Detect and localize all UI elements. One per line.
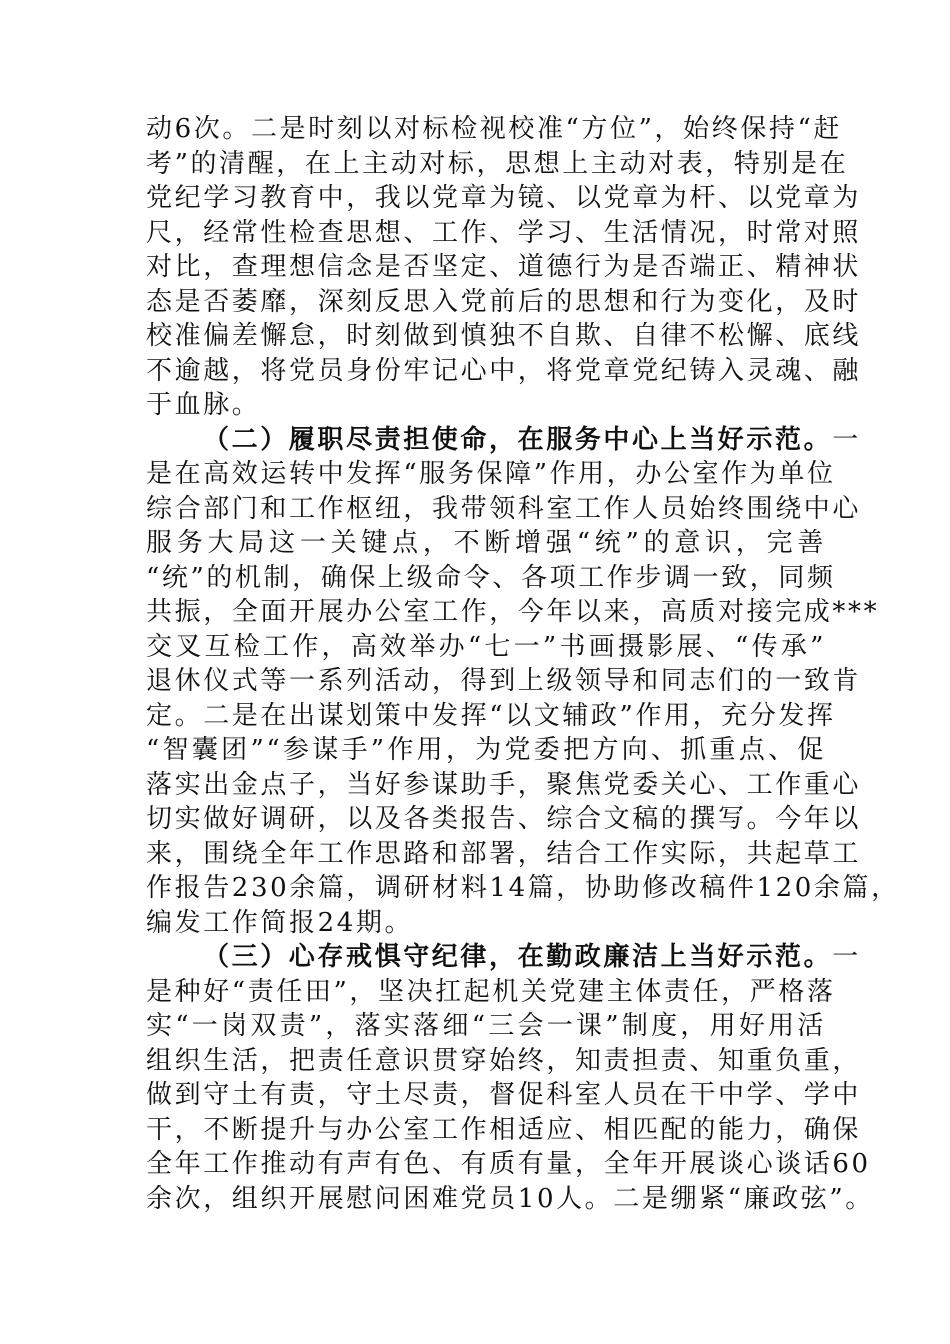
paragraph-2 xyxy=(146,423,900,941)
text-line: “统”的机制，确保上级命令、各项工作步调一致，同频 xyxy=(146,562,836,593)
paragraph-heading: （二）履职尽责担使命，在服务中心上当好示范。 xyxy=(203,424,833,455)
text-line: 于血脉。 xyxy=(146,390,261,420)
text-line: 全年工作推动有声有色、有质有量，全年开展谈心谈话60 xyxy=(146,1149,871,1179)
text-line: 综合部门和工作枢纽，我带领科室工作人员始终围绕中心 xyxy=(146,493,862,524)
text-line: 干，不断提升与办公室工作相适应、相匹配的能力，确保 xyxy=(146,1114,862,1145)
text-line: 落实出金点子，当好参谋助手，聚焦党委关心、工作重心 xyxy=(146,769,862,800)
text-line: 不逾越，将党员身份牢记心中，将党章党纪铸入灵魂、融 xyxy=(146,355,862,386)
text-line: 余次，组织开展慰问困难党员10人。二是绷紧“廉政弦”。 xyxy=(146,1183,874,1214)
text-line: 党纪学习教育中，我以党章为镜、以党章为杆、以党章为 xyxy=(146,183,862,213)
text-line: “智囊团”“参谋手”作用，为党委把方向、抓重点、促 xyxy=(146,735,826,765)
heading-line-rest: 一 xyxy=(832,424,861,455)
paragraph-heading-line xyxy=(146,423,861,458)
text-line: 定。二是在出谋划策中发挥“以文辅政”作用，充分发挥 xyxy=(146,700,836,731)
text-line: 切实做好调研，以及各类报告、综合文稿的撰写。今年以 xyxy=(146,804,862,834)
paragraph-1 xyxy=(146,112,862,423)
text-line: 来，围绕全年工作思路和部署，结合工作实际，共起草工 xyxy=(146,838,862,869)
text-line: 组织生活，把责任意识贯穿始终，知责担责、知重负重， xyxy=(146,1045,862,1076)
text-line: 作报告230余篇，调研材料14篇，协助修改稿件120余篇， xyxy=(146,873,900,903)
text-line: 尺，经常性检查思想、工作、学习、生活情况，时常对照 xyxy=(146,217,862,248)
text-line: 做到守土有责，守土尽责，督促科室人员在干中学、学中 xyxy=(146,1080,862,1110)
text-line: 实“一岗双责”，落实落细“三会一课”制度，用好用活 xyxy=(146,1011,826,1041)
text-line: 服务大局这一关键点，不断增强“统”的意识，完善 xyxy=(146,528,826,558)
text-line: 编发工作简报24期。 xyxy=(146,907,414,938)
text-line: 退休仪式等一系列活动，得到上级领导和同志们的一致肯 xyxy=(146,666,862,696)
text-line: 交叉互检工作，高效举办“七一”书画摄影展、“传承” xyxy=(146,631,826,662)
heading-line-rest: 一 xyxy=(832,942,861,972)
document-body xyxy=(146,112,900,1216)
paragraph-3 xyxy=(146,940,874,1216)
text-line: 校准偏差懈怠，时刻做到慎独不自欺、自律不松懈、底线 xyxy=(146,321,862,351)
text-line: 对比，查理想信念是否坚定、道德行为是否端正、精神状 xyxy=(146,252,862,282)
paragraph-heading: （三）心存戒惧守纪律，在勤政廉洁上当好示范。 xyxy=(203,942,833,972)
text-line: 是在高效运转中发挥“服务保障”作用，办公室作为单位 xyxy=(146,459,836,489)
text-line: 考”的清醒，在上主动对标，思想上主动对表，特别是在 xyxy=(146,148,849,179)
text-line: 态是否萎靡，深刻反思入党前后的思想和行为变化，及时 xyxy=(146,286,862,317)
paragraph-heading-line xyxy=(146,940,861,975)
text-line: 是种好“责任田”，坚决扛起机关党建主体责任，严格落 xyxy=(146,976,836,1007)
text-line: 动6次。二是时刻以对标检视校准“方位”，始终保持“赶 xyxy=(146,114,843,144)
text-line: 共振，全面开展办公室工作，今年以来，高质对接完成*** xyxy=(146,597,880,627)
